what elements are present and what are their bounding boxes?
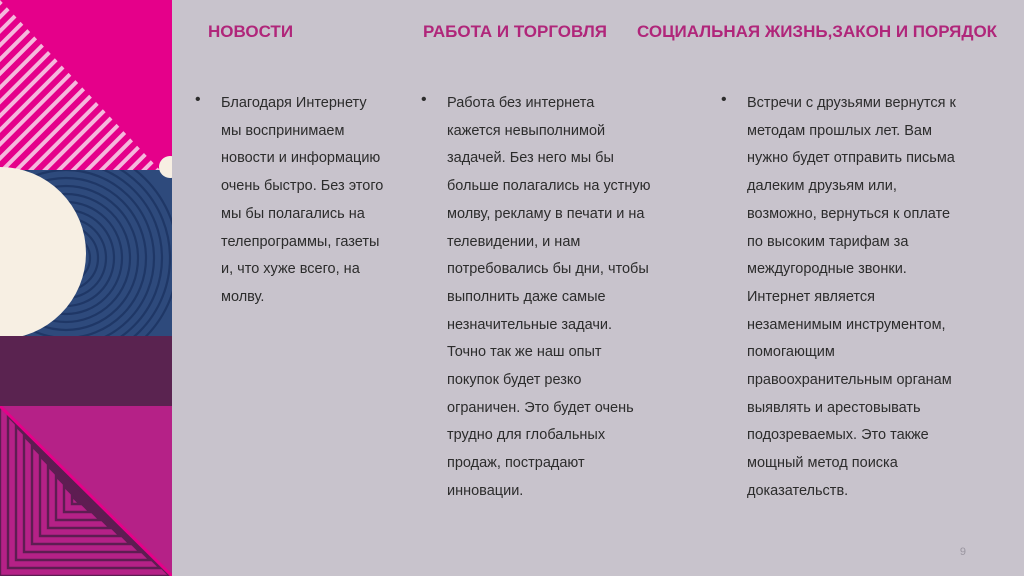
plum-band [0,336,172,406]
work-trade-column [421,90,651,506]
work-trade-heading: РАБОТА И ТОРГОВЛЯ [423,22,607,41]
news-bullet-text: • Благодаря Интернету мы воспринимаем новости и информацию очень быстро. Без этого мы бы полагались на телепрограммы, газеты и, что хуже всего, на молву. [195,90,390,312]
work-trade-bullet-text: • Работа без интернета кажется невыполнимой задачей. Без него мы бы больше полагались на устную молву, рекламу в печати и на телевидении, и нам потребовались бы дни, чтобы выполнить даже самые незначительные задачи. Точно так же наш опыт покупок будет резко ограничен. Это будет очень трудно для глобальных продаж, пострадают инновации. [421,90,651,506]
news-heading: НОВОСТИ [208,22,294,41]
bottom-nested-triangles [0,406,172,576]
social-life-bullet-text: • Встречи с друзьями вернутся к методам прошлых лет. Вам нужно будет отправить письма далеким друзьям или, возможно, вернуться к оплате по высоким тарифам за междугородные звонки. Интернет является незаменимым инструментом, помогающим правоохранительным органам выявлять и арестовывать подозреваемых. Это также мощный метод поиска доказательств. [721,90,966,506]
decorative-geometric-art [0,0,172,576]
social-life-column [721,90,966,506]
top-magenta-panel [0,0,172,170]
social-life-heading: СОЦИАЛЬНАЯ ЖИЗНЬ,ЗАКОН И ПОРЯДОК [637,22,998,41]
page-number: 9 [959,546,966,558]
news-column [195,90,390,312]
